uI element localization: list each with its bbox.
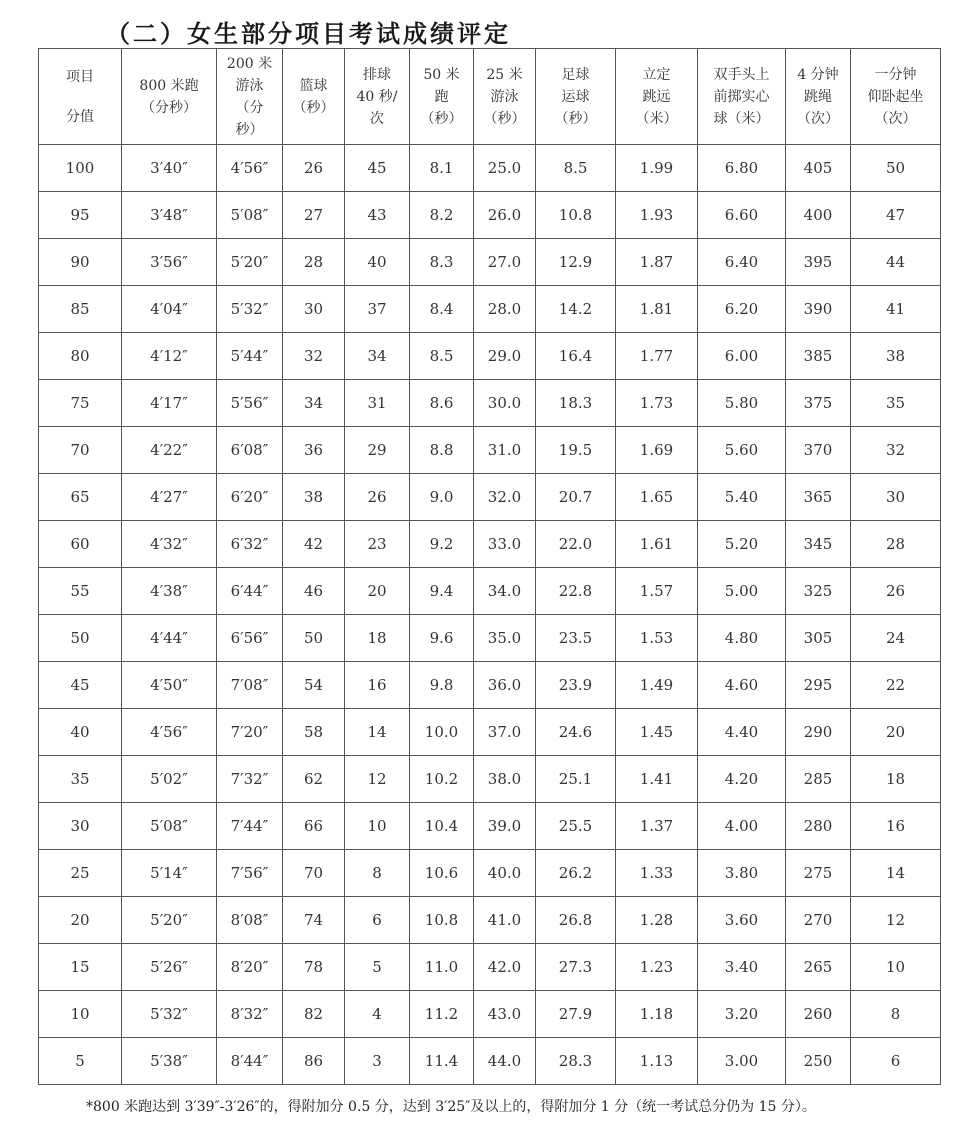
table-cell: 4′04″ (122, 286, 217, 333)
table-cell: 28.3 (536, 1038, 616, 1085)
table-cell: 14 (345, 709, 410, 756)
table-cell: 1.49 (616, 662, 698, 709)
header-cell: 立定 跳远 （米） (616, 49, 698, 145)
table-cell: 27 (283, 192, 345, 239)
table-cell: 6′32″ (217, 521, 283, 568)
table-row (39, 427, 941, 474)
table-cell: 78 (283, 944, 345, 991)
table-cell: 6′20″ (217, 474, 283, 521)
table-cell: 4′38″ (122, 568, 217, 615)
table-cell: 1.37 (616, 803, 698, 850)
table-cell: 1.73 (616, 380, 698, 427)
table-row (39, 1038, 941, 1085)
table-cell: 6′56″ (217, 615, 283, 662)
table-cell: 8.3 (410, 239, 474, 286)
table-cell: 28 (283, 239, 345, 286)
header-cell: 足球 运球 （秒） (536, 49, 616, 145)
table-row (39, 286, 941, 333)
table-cell: 18 (851, 756, 941, 803)
score-cell: 60 (39, 521, 122, 568)
table-cell: 1.13 (616, 1038, 698, 1085)
table-cell: 58 (283, 709, 345, 756)
table-cell: 1.61 (616, 521, 698, 568)
table-cell: 4′50″ (122, 662, 217, 709)
table-cell: 3.20 (698, 991, 786, 1038)
table-cell: 3.60 (698, 897, 786, 944)
table-cell: 4.40 (698, 709, 786, 756)
table-cell: 12 (851, 897, 941, 944)
header-corner (39, 49, 122, 145)
table-cell: 4 (345, 991, 410, 1038)
table-cell: 385 (786, 333, 851, 380)
score-cell: 10 (39, 991, 122, 1038)
score-cell: 85 (39, 286, 122, 333)
table-cell: 66 (283, 803, 345, 850)
table-cell: 39.0 (474, 803, 536, 850)
table-cell: 27.9 (536, 991, 616, 1038)
table-cell: 23 (345, 521, 410, 568)
table-cell: 6.20 (698, 286, 786, 333)
score-cell: 95 (39, 192, 122, 239)
table-cell: 7′32″ (217, 756, 283, 803)
table-row (39, 803, 941, 850)
table-cell: 3′48″ (122, 192, 217, 239)
table-cell: 1.23 (616, 944, 698, 991)
table-cell: 290 (786, 709, 851, 756)
table-row (39, 709, 941, 756)
table-cell: 280 (786, 803, 851, 850)
header-cell: 4 分钟 跳绳 （次） (786, 49, 851, 145)
table-cell: 6′08″ (217, 427, 283, 474)
score-cell: 70 (39, 427, 122, 474)
table-cell: 19.5 (536, 427, 616, 474)
table-cell: 40.0 (474, 850, 536, 897)
table-cell: 5′38″ (122, 1038, 217, 1085)
table-cell: 25.0 (474, 145, 536, 192)
table-body (39, 145, 941, 1085)
table-cell: 4′56″ (217, 145, 283, 192)
score-cell: 100 (39, 145, 122, 192)
table-cell: 20.7 (536, 474, 616, 521)
table-cell: 345 (786, 521, 851, 568)
table-cell: 1.41 (616, 756, 698, 803)
table-cell: 4′27″ (122, 474, 217, 521)
table-cell: 86 (283, 1038, 345, 1085)
table-cell: 9.4 (410, 568, 474, 615)
table-cell: 46 (283, 568, 345, 615)
table-cell: 1.93 (616, 192, 698, 239)
table-cell: 5′32″ (217, 286, 283, 333)
table-cell: 14.2 (536, 286, 616, 333)
table-cell: 7′20″ (217, 709, 283, 756)
table-cell: 5.20 (698, 521, 786, 568)
table-cell: 5′08″ (122, 803, 217, 850)
table-cell: 8′44″ (217, 1038, 283, 1085)
table-cell: 395 (786, 239, 851, 286)
table-cell: 8.5 (410, 333, 474, 380)
table-cell: 38.0 (474, 756, 536, 803)
table-cell: 5′14″ (122, 850, 217, 897)
table-cell: 3′56″ (122, 239, 217, 286)
table-row (39, 239, 941, 286)
table-cell: 250 (786, 1038, 851, 1085)
header-cell: 25 米 游泳 （秒） (474, 49, 536, 145)
table-cell: 12.9 (536, 239, 616, 286)
table-cell: 6.40 (698, 239, 786, 286)
table-cell: 27.3 (536, 944, 616, 991)
header-row (39, 49, 941, 145)
score-cell: 40 (39, 709, 122, 756)
score-cell: 80 (39, 333, 122, 380)
table-cell: 26.8 (536, 897, 616, 944)
table-row (39, 145, 941, 192)
score-cell: 65 (39, 474, 122, 521)
table-cell: 4.60 (698, 662, 786, 709)
table-cell: 33.0 (474, 521, 536, 568)
table-cell: 370 (786, 427, 851, 474)
table-cell: 11.2 (410, 991, 474, 1038)
table-cell: 38 (851, 333, 941, 380)
table-cell: 22.8 (536, 568, 616, 615)
table-cell: 5.40 (698, 474, 786, 521)
table-cell: 26 (283, 145, 345, 192)
table-cell: 43 (345, 192, 410, 239)
table-cell: 265 (786, 944, 851, 991)
table-cell: 8′20″ (217, 944, 283, 991)
table-cell: 5.60 (698, 427, 786, 474)
table-cell: 50 (851, 145, 941, 192)
table-cell: 295 (786, 662, 851, 709)
table-cell: 1.99 (616, 145, 698, 192)
table-cell: 1.65 (616, 474, 698, 521)
table-row (39, 615, 941, 662)
table-cell: 32 (283, 333, 345, 380)
table-cell: 8.5 (536, 145, 616, 192)
table-cell: 7′44″ (217, 803, 283, 850)
table-cell: 34.0 (474, 568, 536, 615)
table-cell: 30.0 (474, 380, 536, 427)
table-cell: 42 (283, 521, 345, 568)
table-row (39, 756, 941, 803)
table-cell: 5′20″ (122, 897, 217, 944)
table-cell: 8′32″ (217, 991, 283, 1038)
table-cell: 5′32″ (122, 991, 217, 1038)
table-cell: 5′08″ (217, 192, 283, 239)
table-cell: 4.20 (698, 756, 786, 803)
table-cell: 23.9 (536, 662, 616, 709)
table-cell: 5′56″ (217, 380, 283, 427)
table-cell: 9.8 (410, 662, 474, 709)
table-cell: 9.0 (410, 474, 474, 521)
table-cell: 26 (851, 568, 941, 615)
table-row (39, 897, 941, 944)
table-cell: 37.0 (474, 709, 536, 756)
table-cell: 325 (786, 568, 851, 615)
table-row (39, 662, 941, 709)
table-cell: 4.80 (698, 615, 786, 662)
table-row (39, 521, 941, 568)
table-cell: 7′08″ (217, 662, 283, 709)
table-cell: 70 (283, 850, 345, 897)
table-cell: 37 (345, 286, 410, 333)
table-cell: 31.0 (474, 427, 536, 474)
table-cell: 11.4 (410, 1038, 474, 1085)
table-cell: 1.81 (616, 286, 698, 333)
table-cell: 41.0 (474, 897, 536, 944)
table-cell: 27.0 (474, 239, 536, 286)
table-row (39, 333, 941, 380)
table-row (39, 380, 941, 427)
table-cell: 270 (786, 897, 851, 944)
table-cell: 34 (345, 333, 410, 380)
table-cell: 30 (283, 286, 345, 333)
table-cell: 16.4 (536, 333, 616, 380)
table-cell: 23.5 (536, 615, 616, 662)
table-cell: 3.00 (698, 1038, 786, 1085)
table-cell: 24 (851, 615, 941, 662)
table-cell: 44.0 (474, 1038, 536, 1085)
score-cell: 90 (39, 239, 122, 286)
header-cell: 800 米跑 （分秒） (122, 49, 217, 145)
table-cell: 8.8 (410, 427, 474, 474)
header-cell: 一分钟 仰卧起坐 （次） (851, 49, 941, 145)
table-cell: 20 (345, 568, 410, 615)
score-cell: 35 (39, 756, 122, 803)
table-cell: 20 (851, 709, 941, 756)
table-cell: 5′20″ (217, 239, 283, 286)
table-cell: 1.57 (616, 568, 698, 615)
table-cell: 26 (345, 474, 410, 521)
table-cell: 1.45 (616, 709, 698, 756)
table-cell: 14 (851, 850, 941, 897)
table-cell: 1.28 (616, 897, 698, 944)
table-cell: 4′17″ (122, 380, 217, 427)
table-cell: 8.2 (410, 192, 474, 239)
table-cell: 18 (345, 615, 410, 662)
table-cell: 28 (851, 521, 941, 568)
table-cell: 405 (786, 145, 851, 192)
table-cell: 10 (345, 803, 410, 850)
table-cell: 3 (345, 1038, 410, 1085)
table-cell: 6 (851, 1038, 941, 1085)
table-cell: 4′12″ (122, 333, 217, 380)
score-cell: 45 (39, 662, 122, 709)
table-cell: 4′32″ (122, 521, 217, 568)
table-cell: 7′56″ (217, 850, 283, 897)
score-cell: 20 (39, 897, 122, 944)
table-cell: 5′02″ (122, 756, 217, 803)
table-cell: 32.0 (474, 474, 536, 521)
table-cell: 6.00 (698, 333, 786, 380)
table-cell: 36 (283, 427, 345, 474)
table-cell: 74 (283, 897, 345, 944)
table-cell: 3.80 (698, 850, 786, 897)
header-cell: 排球 40 秒/ 次 (345, 49, 410, 145)
table-cell: 82 (283, 991, 345, 1038)
table-cell: 1.87 (616, 239, 698, 286)
table-row (39, 991, 941, 1038)
table-cell: 45 (345, 145, 410, 192)
table-row (39, 850, 941, 897)
score-table (38, 48, 941, 1085)
header-score-label: 分值 (66, 108, 94, 125)
table-cell: 4′44″ (122, 615, 217, 662)
table-cell: 3.40 (698, 944, 786, 991)
table-cell: 34 (283, 380, 345, 427)
table-cell: 4′56″ (122, 709, 217, 756)
table-cell: 9.2 (410, 521, 474, 568)
score-cell: 75 (39, 380, 122, 427)
header-item-label: 项目 (66, 68, 94, 85)
table-cell: 260 (786, 991, 851, 1038)
table-cell: 25.5 (536, 803, 616, 850)
table-row (39, 192, 941, 239)
table-cell: 375 (786, 380, 851, 427)
table-cell: 365 (786, 474, 851, 521)
table-cell: 5 (345, 944, 410, 991)
table-cell: 10.8 (410, 897, 474, 944)
table-cell: 26.0 (474, 192, 536, 239)
table-cell: 22.0 (536, 521, 616, 568)
table-cell: 1.77 (616, 333, 698, 380)
page-title: （二）女生部分项目考试成绩评定 (106, 20, 511, 48)
table-cell: 8′08″ (217, 897, 283, 944)
table-cell: 25.1 (536, 756, 616, 803)
table-cell: 8.6 (410, 380, 474, 427)
table-cell: 29 (345, 427, 410, 474)
table-cell: 5.80 (698, 380, 786, 427)
table-cell: 32 (851, 427, 941, 474)
table-cell: 36.0 (474, 662, 536, 709)
table-cell: 44 (851, 239, 941, 286)
table-cell: 5′44″ (217, 333, 283, 380)
table-cell: 47 (851, 192, 941, 239)
table-row (39, 474, 941, 521)
table-cell: 50 (283, 615, 345, 662)
table-cell: 10.6 (410, 850, 474, 897)
table-cell: 35.0 (474, 615, 536, 662)
table-cell: 62 (283, 756, 345, 803)
footnote: *800 米跑达到 3′39″-3′26″的，得附加分 0.5 分，达到 3′25″及以上的，得附加分 1 分（统一考试总分仍为 15 分）。 (86, 1099, 816, 1115)
table-cell: 24.6 (536, 709, 616, 756)
table-cell: 10.2 (410, 756, 474, 803)
table-cell: 10.4 (410, 803, 474, 850)
table-cell: 1.53 (616, 615, 698, 662)
table-cell: 1.69 (616, 427, 698, 474)
table-cell: 8.4 (410, 286, 474, 333)
table-cell: 6.80 (698, 145, 786, 192)
score-cell: 25 (39, 850, 122, 897)
table-cell: 41 (851, 286, 941, 333)
table-cell: 10.0 (410, 709, 474, 756)
table-cell: 6 (345, 897, 410, 944)
table-cell: 390 (786, 286, 851, 333)
table-cell: 30 (851, 474, 941, 521)
table-cell: 6′44″ (217, 568, 283, 615)
table-cell: 40 (345, 239, 410, 286)
table-cell: 8.1 (410, 145, 474, 192)
header-cell: 50 米 跑 （秒） (410, 49, 474, 145)
table-cell: 8 (851, 991, 941, 1038)
table-row (39, 944, 941, 991)
table-cell: 10 (851, 944, 941, 991)
table-cell: 275 (786, 850, 851, 897)
table-cell: 26.2 (536, 850, 616, 897)
table-row (39, 568, 941, 615)
table-cell: 400 (786, 192, 851, 239)
table-cell: 31 (345, 380, 410, 427)
table-cell: 12 (345, 756, 410, 803)
table-cell: 28.0 (474, 286, 536, 333)
table-cell: 305 (786, 615, 851, 662)
table-cell: 11.0 (410, 944, 474, 991)
score-cell: 30 (39, 803, 122, 850)
header-cell: 双手头上 前掷实心 球（米） (698, 49, 786, 145)
score-cell: 15 (39, 944, 122, 991)
table-cell: 3′40″ (122, 145, 217, 192)
score-cell: 50 (39, 615, 122, 662)
table-cell: 22 (851, 662, 941, 709)
table-cell: 54 (283, 662, 345, 709)
table-cell: 5′26″ (122, 944, 217, 991)
header-cell: 篮球 （秒） (283, 49, 345, 145)
table-cell: 1.18 (616, 991, 698, 1038)
table-cell: 8 (345, 850, 410, 897)
table-cell: 38 (283, 474, 345, 521)
score-cell: 55 (39, 568, 122, 615)
table-cell: 285 (786, 756, 851, 803)
table-cell: 1.33 (616, 850, 698, 897)
table-cell: 42.0 (474, 944, 536, 991)
table-cell: 10.8 (536, 192, 616, 239)
table-cell: 43.0 (474, 991, 536, 1038)
table-cell: 18.3 (536, 380, 616, 427)
table-cell: 6.60 (698, 192, 786, 239)
table-cell: 5.00 (698, 568, 786, 615)
table-cell: 4′22″ (122, 427, 217, 474)
table-cell: 35 (851, 380, 941, 427)
table-cell: 16 (851, 803, 941, 850)
table-cell: 29.0 (474, 333, 536, 380)
table-cell: 9.6 (410, 615, 474, 662)
score-cell: 5 (39, 1038, 122, 1085)
header-cell: 200 米 游泳 （分 秒） (217, 49, 283, 145)
table-cell: 4.00 (698, 803, 786, 850)
table-cell: 16 (345, 662, 410, 709)
